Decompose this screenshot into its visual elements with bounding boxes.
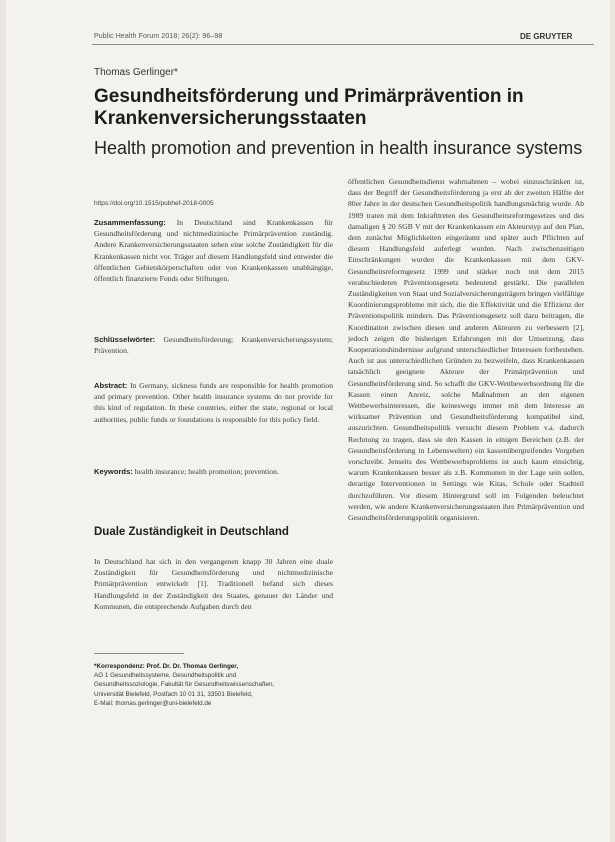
author-name: Thomas Gerlinger* xyxy=(94,67,178,78)
footnote-email[interactable]: E-Mail: thomas.gerlinger@uni-bielefeld.de xyxy=(94,699,212,707)
footnote-line: Gesundheitssoziologie, Fakultät für Gesundheitswissenschaften, xyxy=(94,681,275,689)
footnote-line: AG 1 Gesundheitssysteme, Gesundheitspolitik und xyxy=(94,672,237,680)
publisher-name: DE GRUYTER xyxy=(520,32,573,41)
footnote-line: Universität Bielefeld, Postfach 10 01 31, 33501 Bielefeld, xyxy=(94,690,253,698)
abstract-german xyxy=(94,217,333,284)
keywords-german-label: Schlüsselwörter: xyxy=(94,335,156,344)
paper-page xyxy=(6,0,610,842)
keywords-english-label: Keywords: xyxy=(94,467,133,476)
body-paragraph-right: öffentlichen Gesundheitsdienst wahrnahmen – wobei einzuschränken ist, dass der Begriff der Gesundheitsförderung ja erst ab der zweiten Hälfte der 80er Jahre in der deutschen Gesundheitspolitik handlungsmächtig wurde. Ab 1989 traten mit dem Inkrafttreten des Gesundheitsreformgesetzes und des damaligen § 20 SGB V mit der Krankenkassen ein Akteurstyp auf den Plan, dem zunächst Möglichkeiten eingeräumt und später auch Pflichten auf diesem Handlungsfeld auferlegt wurden. Nach zwischenzeitigen Einschränkungen wurden die Krankenkassen mit dem GKV-Gesundheitsreformgesetz 1999 und stärker noch mit dem 2015 verabschiedeten Präventionsgesetz bedeutend gestärkt. Die parallelen Zuständigkeiten von Staat und Sozialversicherungsträgern bringen vielfältige Koordinierungsprobleme mit sich, die die Effektivität und die Effizienz der Präventionspolitik mindern. Das Präventionsgesetz soll dazu beitragen, die Koordination zwischen diesen und anderen Akteuren zu verbessern [2], jedoch zeigen die bisherigen Erfahrungen mit der Umsetzung, dass Kooperationshindernisse aufgrund unterschiedlicher Interessen fortbestehen. Auch ist aus unterschiedlichen Gründen zu bezweifeln, dass Krankenkassen tatsächlich geeignete Akteure der Primärprävention und Gesundheitsförderung sind. So schafft die GKV-Wettbewerbsordnung für die Kassen einen Anreiz, solche Maßnahmen an den eigenen Wettbewerbsinteressen, die keineswegs immer mit dem Interesse an wirksamer Prävention und Gesundheitsförderung kompatibel sind, auszurichten. Gesundheitspolitik versucht diesem Problem v.a. dadurch Rechnung zu tragen, dass sie den Kassen in einigen Bereichen (z.B. der Gesundheitsförderung in Lebenswelten) ein kassenübergreifendes Vorgehen vorschreibt. Jenseits des Wettbewerbsproblems ist auch kaum einsichtig, warum Krankenkassen besser als z.B. Kommunen in der Lage sein sollen, derartige Interventionen in Settings wie Kitas, Schule oder Stadtteil durchzuführen. Vor diesem Hintergrund soll im Folgenden beleuchtet werden, wie andere Krankenversicherungsstaaten ihre Primärprävention und Gesundheitsförderungspolitik organisieren. xyxy=(348,177,584,523)
footnote-divider xyxy=(94,653,184,654)
body-text-right xyxy=(348,176,584,523)
keywords-english xyxy=(94,466,333,477)
title-german: Gesundheitsförderung und Primärprävention in Krankenversicherungsstaaten xyxy=(94,86,524,129)
body-text-left xyxy=(94,556,333,612)
abstract-english-text: In Germany, sickness funds are responsible for health promotion and primary prevention. Other health insurance systems do not provide for this kind of regulation. In these countries, either the state, regional or local authorities, public funds or foundations is responsible for this policy field. xyxy=(94,381,333,424)
header-divider xyxy=(92,44,594,45)
abstract-german-text: In Deutschland sind Krankenkassen für Gesundheitsförderung und nichtmedizinische Primärprävention zuständig. Andere Krankenversicherungsstaaten sehen eine solche Zuständigkeit für die Krankenkassen nicht vor. Träger auf diesem Handlungsfeld sind entweder die öffentlichen Gebietskörperschaften oder von Krankenkassen unabhängige, öffentlich finanzierte Fonds oder Stiftungen. xyxy=(94,218,333,284)
keywords-english-text: health insurance; health promotion; prevention. xyxy=(134,467,279,476)
abstract-english xyxy=(94,380,333,425)
section-heading: Duale Zuständigkeit in Deutschland xyxy=(94,526,289,538)
abstract-english-label: Abstract: xyxy=(94,381,128,390)
journal-citation: Public Health Forum 2018; 26(2): 96–98 xyxy=(94,33,223,40)
correspondence-footnote xyxy=(94,662,334,708)
footnote-label: *Korrespondenz: Prof. Dr. Dr. Thomas Gerlinger, xyxy=(94,663,239,670)
keywords-german-text: Gesundheitsförderung; Krankenversicherungssystem; Prävention. xyxy=(94,335,333,356)
doi-link[interactable]: https://doi.org/10.1515/pubhef-2018-0005 xyxy=(94,200,214,207)
keywords-german xyxy=(94,334,333,356)
abstract-german-label: Zusammenfassung: xyxy=(94,218,166,227)
title-english: Health promotion and prevention in health insurance systems xyxy=(94,138,583,158)
body-paragraph-left: In Deutschland hat sich in den vergangenen knapp 30 Jahren eine duale Zuständigkeit für Gesundheitsförderung und nichtmedizinische Primärprävention entwickelt [1]. Traditionell befand sich dieses Handlungsfeld in der Zuständigkeit des Staates, genauer der Länder und Kommunen, die entsprechende Aufgaben durch den xyxy=(94,557,333,611)
